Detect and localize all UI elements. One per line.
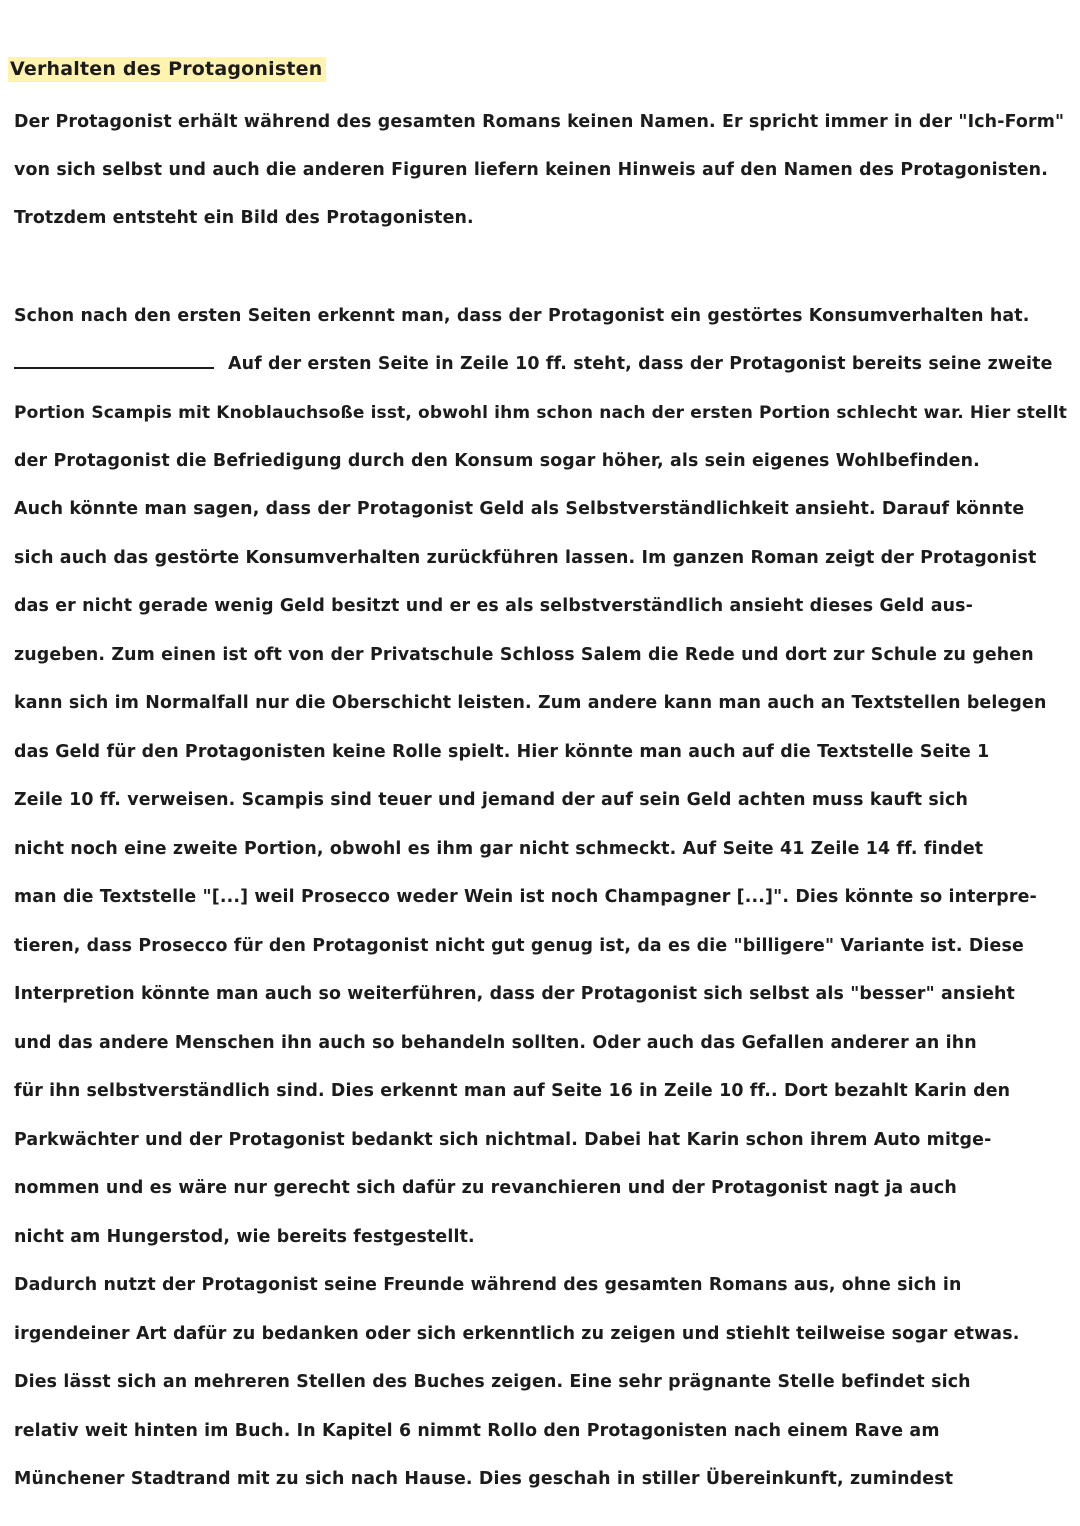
paragraph2-line-14: und das andere Menschen ihn auch so behandeln sollten. Oder auch das Gefallen anderer an ihn (14, 1033, 977, 1053)
title-highlight (8, 58, 326, 80)
paragraph2-line-10: nicht noch eine zweite Portion, obwohl es ihm gar nicht schmeckt. Auf Seite 41 Zeile 14 ff. findet (14, 839, 984, 859)
paragraph2-line-8: das Geld für den Protagonisten keine Rolle spielt. Hier könnte man auch auf die Textstelle Seite 1 (14, 742, 990, 762)
paragraph2-line-12: tieren, dass Prosecco für den Protagonist nicht gut genug ist, da es die "billigere" Variante ist. Diese (14, 936, 1024, 956)
paragraph2-line-6: zugeben. Zum einen ist oft von der Privatschule Schloss Salem die Rede und dort zur Schule zu gehen (14, 645, 1034, 665)
paragraph1-line-1: Der Protagonist erhält während des gesamten Romans keinen Namen. Er spricht immer in der "Ich-Form" (14, 112, 1065, 132)
paragraph2-intro: Schon nach den ersten Seiten erkennt man, dass der Protagonist ein gestörtes Konsumverhalten hat. (14, 306, 1030, 326)
paragraph2-line-17: nommen und es wäre nur gerecht sich dafür zu revanchieren und der Protagonist nagt ja auch (14, 1178, 957, 1198)
paragraph2-line-4: sich auch das gestörte Konsumverhalten zurückführen lassen. Im ganzen Roman zeigt der Protagonist (14, 548, 1037, 568)
indent-rule (14, 367, 214, 369)
paragraph2-line-11: man die Textstelle "[...] weil Prosecco weder Wein ist noch Champagner [...]". Dies könnte so interpre- (14, 887, 1037, 907)
paragraph2-line-5: das er nicht gerade wenig Geld besitzt und er es als selbstverständlich ansieht dieses Geld aus- (14, 596, 974, 616)
paragraph3-line-3: Dies lässt sich an mehreren Stellen des Buches zeigen. Eine sehr prägnante Stelle befindet sich (14, 1372, 971, 1392)
paragraph2-line-18: nicht am Hungerstod, wie bereits festgestellt. (14, 1227, 475, 1247)
paragraph2-line-16: Parkwächter und der Protagonist bedankt sich nichtmal. Dabei hat Karin schon ihrem Auto mitge- (14, 1130, 992, 1150)
paragraph3-line-1: Dadurch nutzt der Protagonist seine Freunde während des gesamten Romans aus, ohne sich in (14, 1275, 962, 1295)
paragraph2-line-1: Portion Scampis mit Knoblauchsoße isst, obwohl ihm schon nach der ersten Portion schlecht war. Hier stellt (14, 403, 1067, 423)
paragraph2-line-13: Interpretion könnte man auch so weiterführen, dass der Protagonist sich selbst als "besser" ansieht (14, 984, 1016, 1004)
paragraph2-line-7: kann sich im Normalfall nur die Oberschicht leisten. Zum andere kann man auch an Textstellen belegen (14, 693, 1047, 713)
paragraph2-line-3: Auch könnte man sagen, dass der Protagonist Geld als Selbstverständlichkeit ansieht. Darauf könnte (14, 499, 1025, 519)
paragraph1-line-3: Trotzdem entsteht ein Bild des Protagonisten. (14, 208, 474, 228)
paragraph2-line-15: für ihn selbstverständlich sind. Dies erkennt man auf Seite 16 in Zeile 10 ff.. Dort bezahlt Karin den (14, 1081, 1011, 1101)
paragraph2-after-rule: Auf der ersten Seite in Zeile 10 ff. steht, dass der Protagonist bereits seine zweite (228, 354, 1053, 374)
paragraph1-line-2: von sich selbst und auch die anderen Figuren liefern keinen Hinweis auf den Namen des Protagonisten. (14, 160, 1048, 180)
paragraph3-line-4: relativ weit hinten im Buch. In Kapitel 6 nimmt Rollo den Protagonisten nach einem Rave am (14, 1421, 940, 1441)
page-title: Verhalten des Protagonisten (8, 57, 326, 82)
paragraph3-line-2: irgendeiner Art dafür zu bedanken oder sich erkenntlich zu zeigen und stiehlt teilweise sogar etwas. (14, 1324, 1020, 1344)
paragraph3-line-5: Münchener Stadtrand mit zu sich nach Hause. Dies geschah in stiller Übereinkunft, zumindest (14, 1469, 954, 1489)
paragraph2-line-9: Zeile 10 ff. verweisen. Scampis sind teuer und jemand der auf sein Geld achten muss kauft sich (14, 790, 968, 810)
paragraph2-line-2: der Protagonist die Befriedigung durch den Konsum sogar höher, als sein eigenes Wohlbefinden. (14, 451, 980, 471)
